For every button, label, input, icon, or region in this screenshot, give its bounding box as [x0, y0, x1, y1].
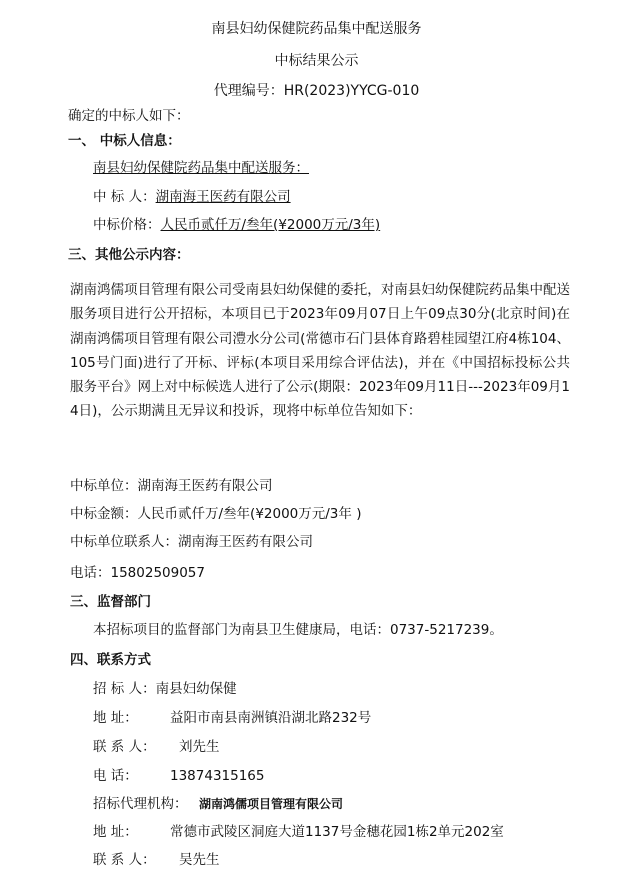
address-value: 益阳市南县南洲镇沿湖北路232号: [170, 710, 372, 726]
intro-text: 确定的中标人如下：: [68, 108, 190, 124]
winning-contact: 中标单位联系人：湖南海王医药有限公司: [70, 534, 313, 550]
supervision-heading: 三、监督部门: [70, 594, 151, 610]
phone-value: 13874315165: [170, 768, 265, 784]
address-row: [93, 706, 371, 726]
price-label: 中标价格：: [93, 217, 161, 233]
winner-value: 湖南海王医药有限公司: [155, 189, 291, 205]
tenderer-label: 招 标 人：: [93, 681, 156, 697]
address-label: 地 址：: [93, 710, 138, 726]
agency-label: 招标代理机构：: [93, 796, 188, 812]
person-value: 刘先生: [179, 739, 220, 755]
person-label: 联 系 人：: [93, 739, 156, 755]
project-name: 南县妇幼保健院药品集中配送服务：: [93, 160, 309, 176]
contact-heading: 四、联系方式: [70, 652, 151, 668]
winning-unit: 中标单位：湖南海王医药有限公司: [70, 478, 273, 494]
winning-phone: 电话：15802509057: [70, 565, 205, 581]
section3-heading: 三、其他公示内容：: [68, 247, 190, 263]
agency-address-row: [93, 820, 504, 840]
document-title: 南县妇幼保健院药品集中配送服务: [211, 21, 422, 37]
winner-row: [93, 185, 291, 205]
document-subtitle: 中标结果公示: [274, 53, 359, 69]
person-row: [93, 735, 220, 755]
price-row: [93, 213, 380, 233]
section1-heading: 一、 中标人信息：: [68, 133, 181, 149]
agency-person-label: 联 系 人：: [93, 852, 156, 868]
agency-address-value: 常德市武陵区洞庭大道1137号金穗花园1栋2单元202室: [170, 824, 504, 840]
agency-row: [93, 792, 343, 812]
tenderer-row: [93, 677, 237, 697]
agency-person-row: [93, 848, 220, 868]
announcement-paragraph: 湖南鸿儒项目管理有限公司受南县妇幼保健的委托，对南县妇幼保健院药品集中配送服务项目进行公开招标，本项目已于2023年09月07日上午09点30分(北京时间)在湖南鸿儒项目管理有限公司澧水分公司(常德市石门县体育路碧桂园望江府4栋104、105号门面)进行了开标、评标(本项目采用综合评估法)，并在《中国招标投标公共服务平台》网上对中标候选人进行了公示(期限：2023年09月11日---2023年09月14日)，公示期满且无异议和投诉，现将中标单位告知如下：: [70, 282, 570, 420]
winning-amount: 中标金额：人民币贰仟万/叁年(¥2000万元/3年 ): [70, 506, 362, 522]
phone-row: [93, 764, 264, 784]
agency-value: 湖南鸿儒项目管理有限公司: [199, 797, 344, 811]
agency-person-value: 吴先生: [179, 852, 220, 868]
supervision-text: 本招标项目的监督部门为南县卫生健康局，电话：0737-5217239。: [93, 622, 503, 638]
tenderer-value: 南县妇幼保健: [155, 681, 237, 697]
winner-label: 中 标 人：: [93, 189, 156, 205]
price-value: 人民币贰仟万/叁年(¥2000万元/3年): [160, 217, 381, 233]
phone-label: 电 话：: [93, 768, 138, 784]
agency-code: 代理编号：HR(2023)YYCG-010: [213, 83, 420, 99]
agency-address-label: 地 址：: [93, 824, 138, 840]
